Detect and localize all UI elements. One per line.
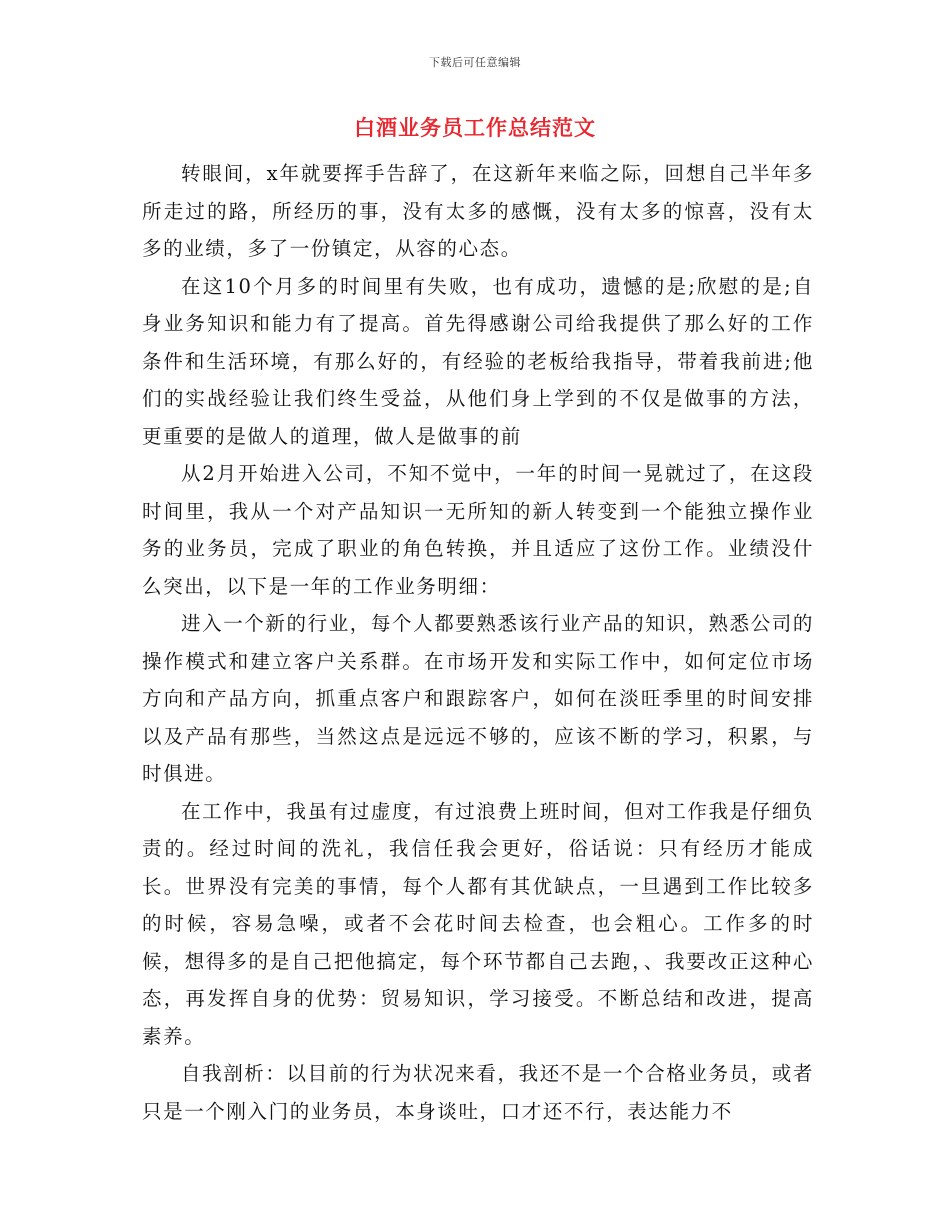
paragraph: 从2月开始进入公司，不知不觉中，一年的时间一晃就过了，在这段时间里，我从一个对产品知识一无所知的新人转变到一个能独立操作业务的业务员，完成了职业的角色转换，并且适应了这份工作。业绩没什么突出，以下是一年的工作业务明细： xyxy=(142,462,814,598)
paragraph: 自我剖析：以目前的行为状况来看，我还不是一个合格业务员，或者只是一个刚入门的业务员，本身谈吐，口才还不行，表达能力不 xyxy=(142,1062,815,1123)
document-title: 白酒业务员工作总结范文 xyxy=(354,115,596,140)
paragraph: 转眼间，x年就要挥手告辞了，在这新年来临之际，回想自己半年多所走过的路，所经历的事，没有太多的感慨，没有太多的惊喜，没有太多的业绩，多了一份镇定，从容的心态。 xyxy=(142,162,814,260)
paragraph: 在工作中，我虽有过虚度，有过浪费上班时间，但对工作我是仔细负责的。经过时间的洗礼，我信任我会更好，俗话说：只有经历才能成长。世界没有完美的事情，每个人都有其优缺点，一旦遇到工作比较多的时候，容易急噪，或者不会花时间去检查，也会粗心。工作多的时候，想得多的是自己把他搞定，每个环节都自己去跑，、我要改正这种心态，再发挥自身的优势：贸易知识，学习接受。不断总结和改进，提高素养。 xyxy=(142,799,815,1048)
paragraph: 进入一个新的行业，每个人都要熟悉该行业产品的知识，熟悉公司的操作模式和建立客户关系群。在市场开发和实际工作中，如何定位市场方向和产品方向，抓重点客户和跟踪客户，如何在淡旺季里的时间安排以及产品有那些，当然这点是远远不够的，应该不断的学习，积累，与时俱进。 xyxy=(142,612,815,785)
document-body xyxy=(142,155,814,1130)
paragraph: 在这10个月多的时间里有失败，也有成功，遗憾的是;欣慰的是;自身业务知识和能力有了提高。首先得感谢公司给我提供了那么好的工作条件和生活环境，有那么好的，有经验的老板给我指导，带着我前进;他们的实战经验让我们终生受益，从他们身上学到的不仅是做事的方法，更重要的是做人的道理，做人是做事的前 xyxy=(142,274,814,448)
header-note: 下载后可任意编辑 xyxy=(429,56,521,69)
